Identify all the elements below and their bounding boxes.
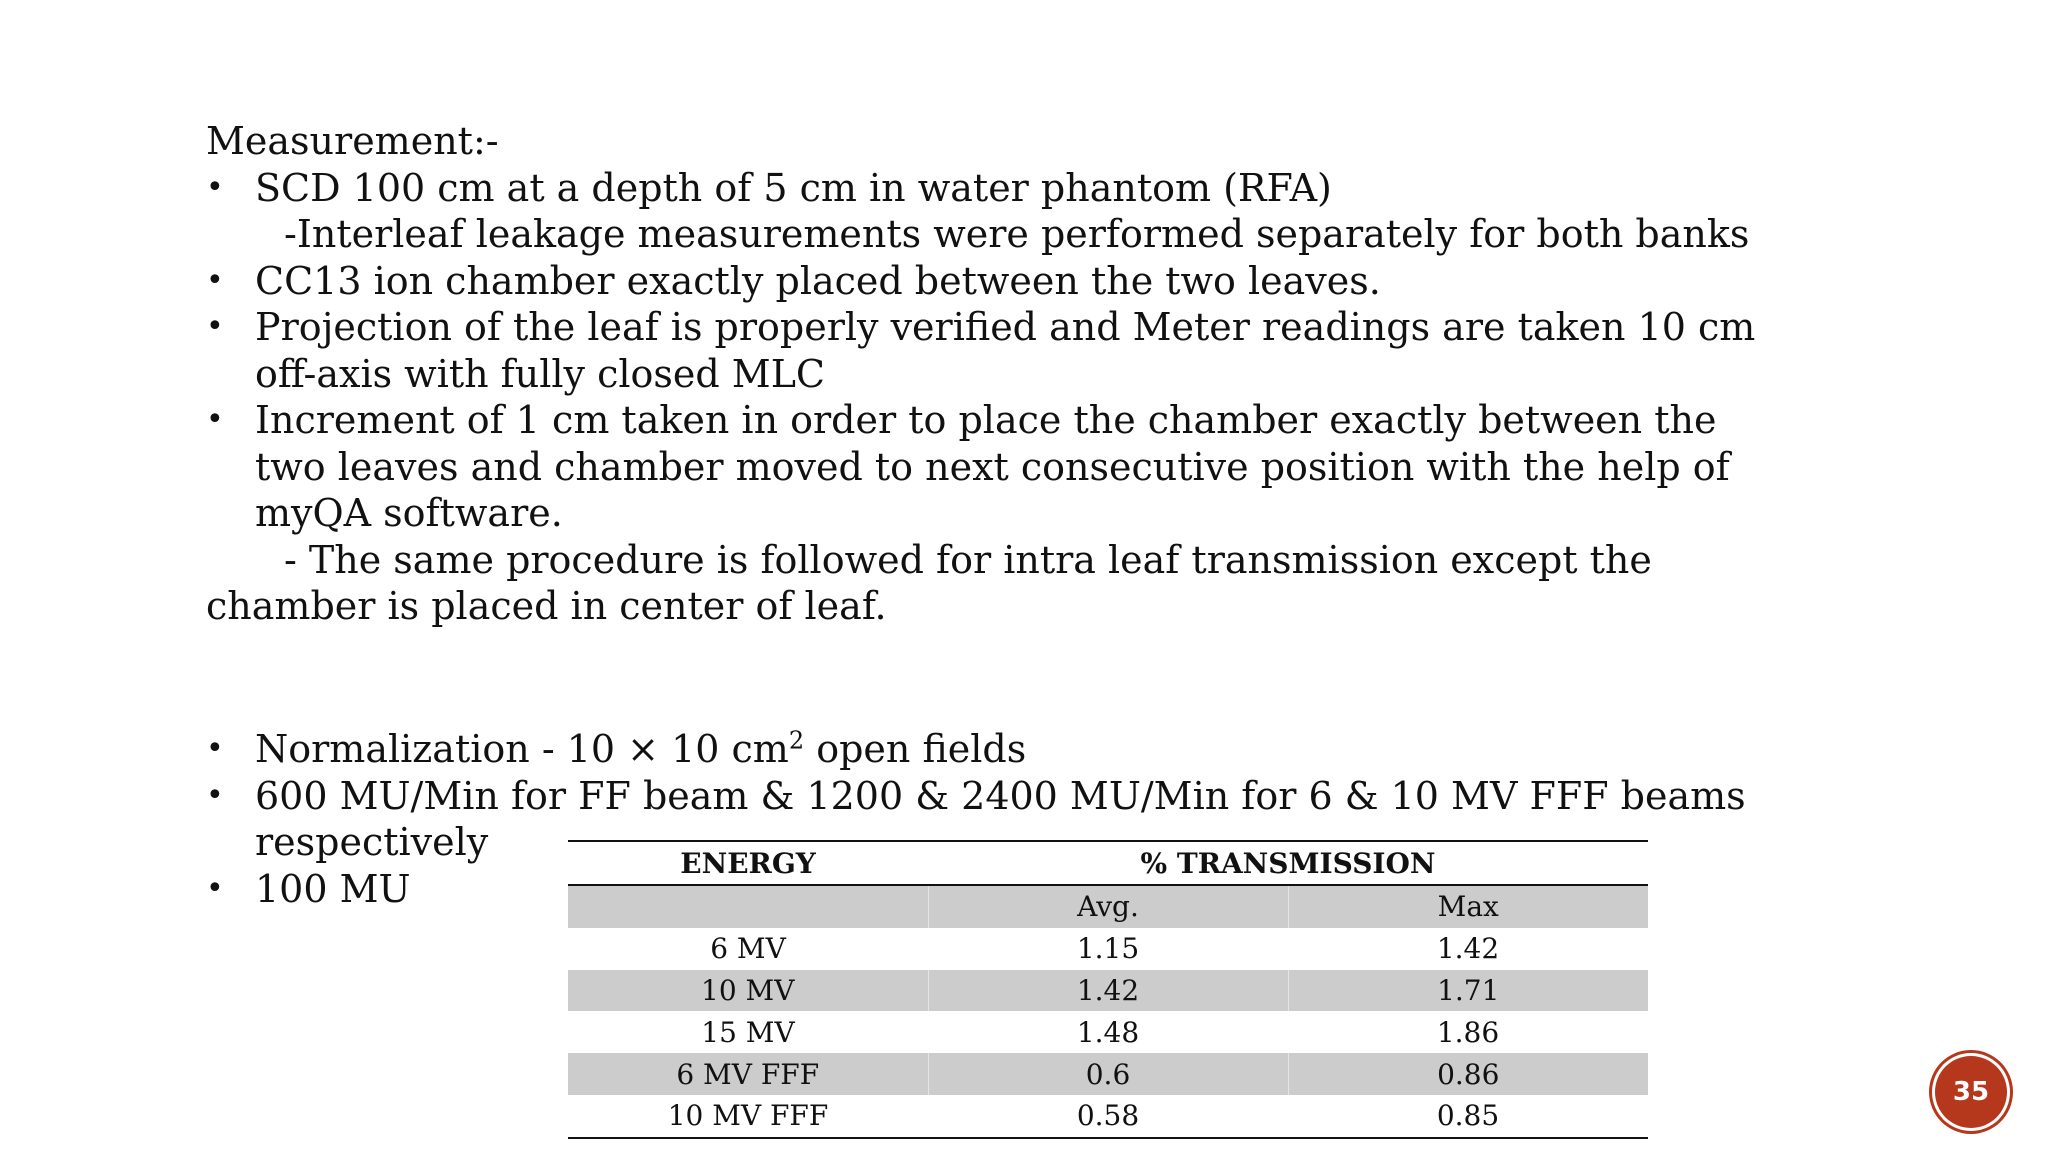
table-row [568,928,1648,970]
table-cell: 6 MV FFF [568,1053,928,1095]
list-item-text: Increment of 1 cm taken in order to place the chamber exactly between the [255,398,1717,442]
measurement-heading: Measurement:- [206,119,499,163]
bullet-icon: • [206,309,224,344]
transmission-header: % TRANSMISSION [928,841,1648,885]
list-item-text: CC13 ion chamber exactly placed between the two leaves. [255,258,1381,303]
table-cell [568,885,928,928]
list-item-text: SCD 100 cm at a depth of 5 cm in water phantom (RFA) [255,165,1332,210]
bullet-icon: • [206,402,224,437]
list-item-text: respectively [255,820,489,864]
list-item-text: off-axis with fully closed MLC [255,351,825,396]
table-cell: 1.86 [1288,1011,1648,1053]
table-row [568,1011,1648,1053]
table-cell: 1.48 [928,1011,1288,1053]
list-item-subtext: -Interleaf leakage measurements were performed separately for both banks [284,212,1750,256]
bullet-icon: • [206,731,224,766]
list-item-text: 100 MU [255,866,411,911]
measurement-section [206,118,1766,630]
bullet-icon: • [206,870,224,906]
list-item [206,258,1766,305]
procedure-note: - The same procedure is followed for intra leaf transmission except the [284,537,1652,582]
max-subheader: Max [1288,885,1648,928]
table-cell: 15 MV [568,1011,928,1053]
transmission-table [568,840,1648,1139]
table-cell: 1.71 [1288,970,1648,1012]
list-item [206,726,1606,773]
table-cell: 10 MV [568,970,928,1012]
list-item [206,397,1766,537]
table-row [568,1095,1648,1138]
bullet-icon: • [206,169,224,205]
list-item [206,304,1766,397]
energy-header: ENERGY [568,841,928,885]
table-cell: 10 MV FFF [568,1095,928,1138]
table-cell: 0.85 [1288,1095,1648,1138]
list-item-text: myQA software. [255,491,563,535]
avg-subheader: Avg. [928,885,1288,928]
table-subheader-row [568,885,1648,928]
bullet-icon: • [206,777,224,813]
bullet-icon: • [206,262,224,298]
list-item-text: two leaves and chamber moved to next consecutive position with the help of [255,444,1730,489]
procedure-note: chamber is placed in center of leaf. [206,584,887,628]
table-row [568,970,1648,1012]
table-cell: 0.58 [928,1095,1288,1138]
list-item-text: 600 MU/Min for FF beam & 1200 & 2400 MU/Min for 6 & 10 MV FFF beams [255,773,1746,818]
table-cell: 1.42 [1288,928,1648,970]
table-header-row [568,841,1648,885]
table-cell: 0.6 [928,1053,1288,1095]
table-cell: 0.86 [1288,1053,1648,1095]
page-number-badge: 35 [1935,1056,2007,1128]
list-item [206,165,1766,212]
list-item-text: Projection of the leaf is properly verified and Meter readings are taken 10 cm [255,305,1756,349]
list-item-text: Normalization - 10 × 10 $cm^2$ open fields [255,726,1027,771]
table-cell: 6 MV [568,928,928,970]
table-row [568,1053,1648,1095]
table-cell: 1.15 [928,928,1288,970]
table-cell: 1.42 [928,970,1288,1012]
